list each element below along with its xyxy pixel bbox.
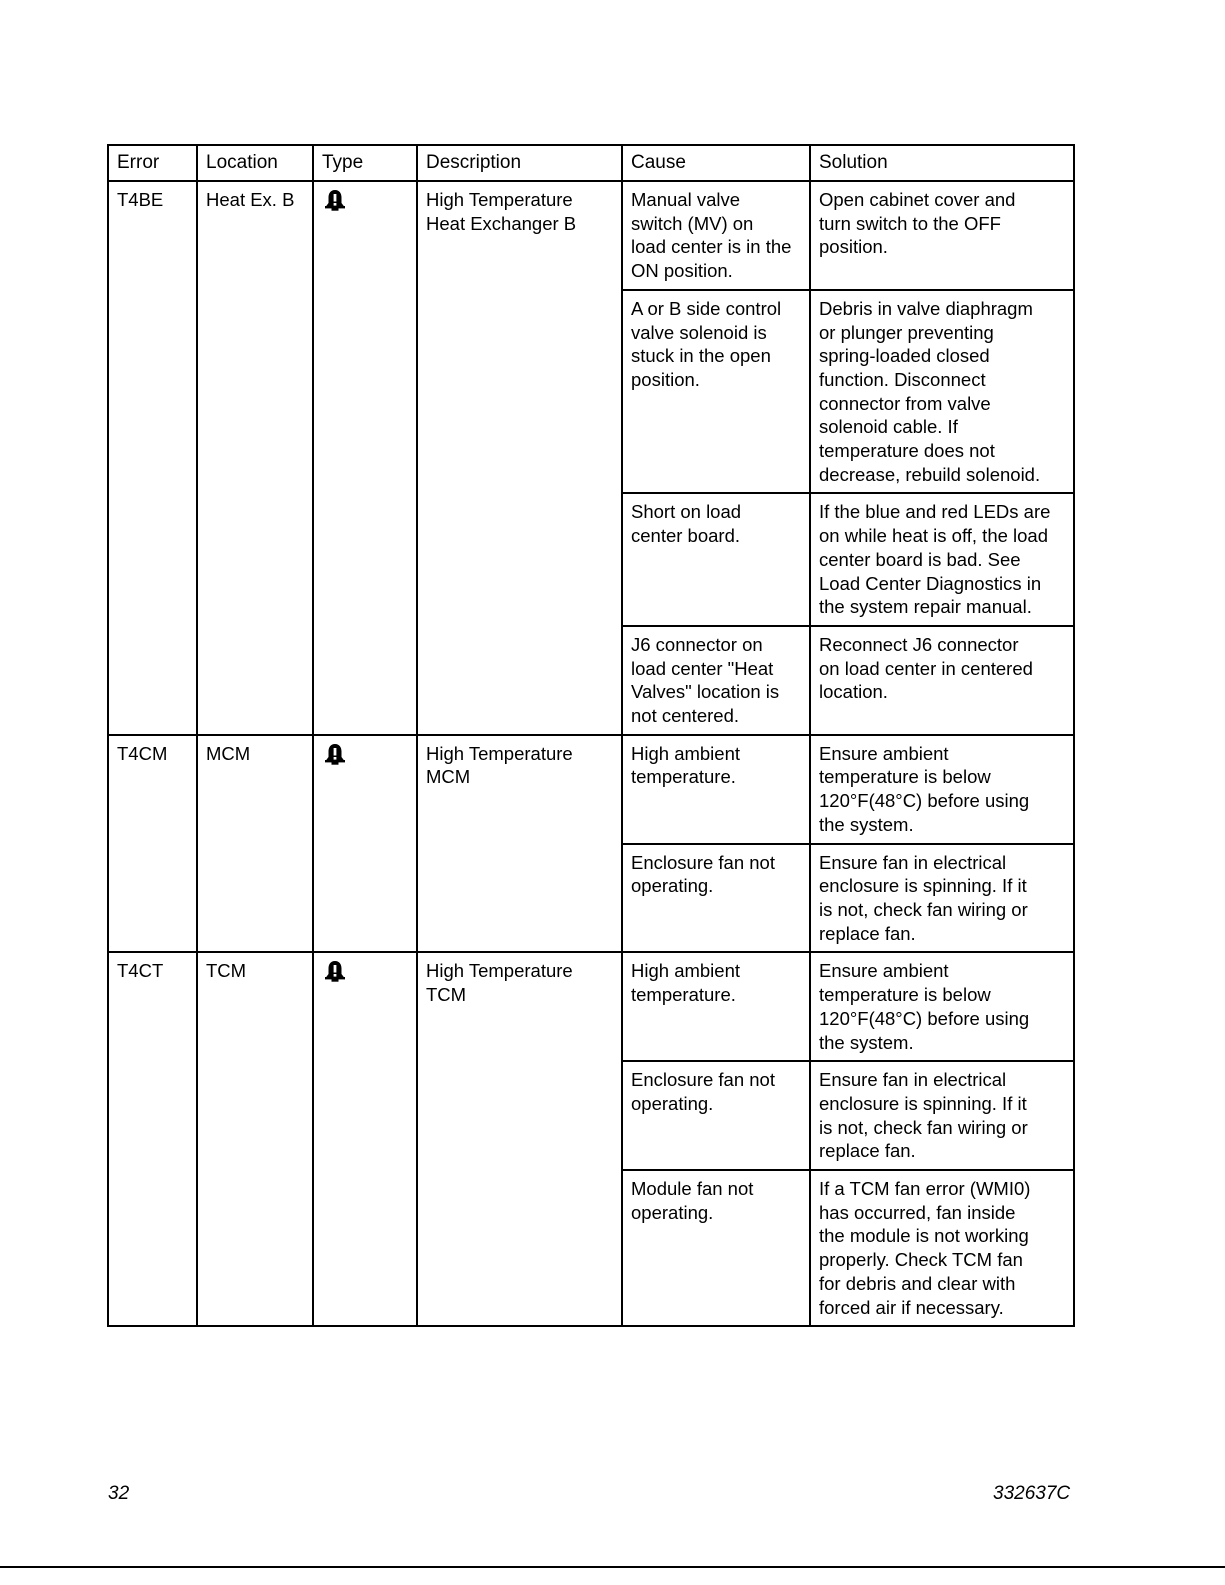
location: TCM — [197, 952, 313, 1326]
location: MCM — [197, 735, 313, 953]
description: High Temperature Heat Exchanger B — [417, 181, 622, 735]
table-row — [108, 952, 1074, 1061]
solution: Ensure ambient temperature is below 120°F(48°C) before using the system. — [810, 952, 1074, 1061]
type-cell — [313, 181, 417, 735]
solution: Ensure ambient temperature is below 120°F(48°C) before using the system. — [810, 735, 1074, 844]
table-row — [108, 181, 1074, 290]
document-number: 332637C — [993, 1483, 1071, 1504]
alarm-bell-icon — [322, 959, 348, 985]
cause: High ambient temperature. — [622, 735, 810, 844]
solution: Ensure fan in electrical enclosure is spinning. If it is not, check fan wiring or replace fan. — [810, 844, 1074, 953]
solution: Debris in valve diaphragm or plunger preventing spring-loaded closed function. Disconnect connector from valve solenoid cable. If temperature does not decrease, rebuild solenoid. — [810, 290, 1074, 494]
error-code: T4CM — [108, 735, 197, 953]
cause: Module fan not operating. — [622, 1170, 810, 1326]
cause: J6 connector on load center "Heat Valves" location is not centered. — [622, 626, 810, 735]
error-code: T4BE — [108, 181, 197, 735]
solution: If the blue and red LEDs are on while heat is off, the load center board is bad. See Load Center Diagnostics in the system repair manual. — [810, 493, 1074, 626]
type-cell — [313, 735, 417, 953]
error-code: T4CT — [108, 952, 197, 1326]
header-row — [108, 145, 1074, 181]
header-solution: Solution — [810, 145, 1074, 181]
header-error: Error — [108, 145, 197, 181]
header-description: Description — [417, 145, 622, 181]
solution: Ensure fan in electrical enclosure is spinning. If it is not, check fan wiring or replace fan. — [810, 1061, 1074, 1170]
cause: Manual valve switch (MV) on load center is in the ON position. — [622, 181, 810, 290]
cause: A or B side control valve solenoid is stuck in the open position. — [622, 290, 810, 494]
page-number: 32 — [108, 1483, 130, 1504]
cause: High ambient temperature. — [622, 952, 810, 1061]
bottom-rule — [0, 1566, 1225, 1568]
solution: Open cabinet cover and turn switch to the OFF position. — [810, 181, 1074, 290]
cause: Enclosure fan not operating. — [622, 1061, 810, 1170]
type-cell — [313, 952, 417, 1326]
alarm-bell-icon — [322, 188, 348, 214]
cause: Short on load center board. — [622, 493, 810, 626]
description: High Temperature TCM — [417, 952, 622, 1326]
header-cause: Cause — [622, 145, 810, 181]
header-location: Location — [197, 145, 313, 181]
error-table — [107, 144, 1075, 1327]
cause: Enclosure fan not operating. — [622, 844, 810, 953]
header-type: Type — [313, 145, 417, 181]
solution: If a TCM fan error (WMI0) has occurred, fan inside the module is not working properly. Check TCM fan for debris and clear with forced air if necessary. — [810, 1170, 1074, 1326]
location: Heat Ex. B — [197, 181, 313, 735]
alarm-bell-icon — [322, 742, 348, 768]
description: High Temperature MCM — [417, 735, 622, 953]
solution: Reconnect J6 connector on load center in centered location. — [810, 626, 1074, 735]
table-row — [108, 735, 1074, 844]
